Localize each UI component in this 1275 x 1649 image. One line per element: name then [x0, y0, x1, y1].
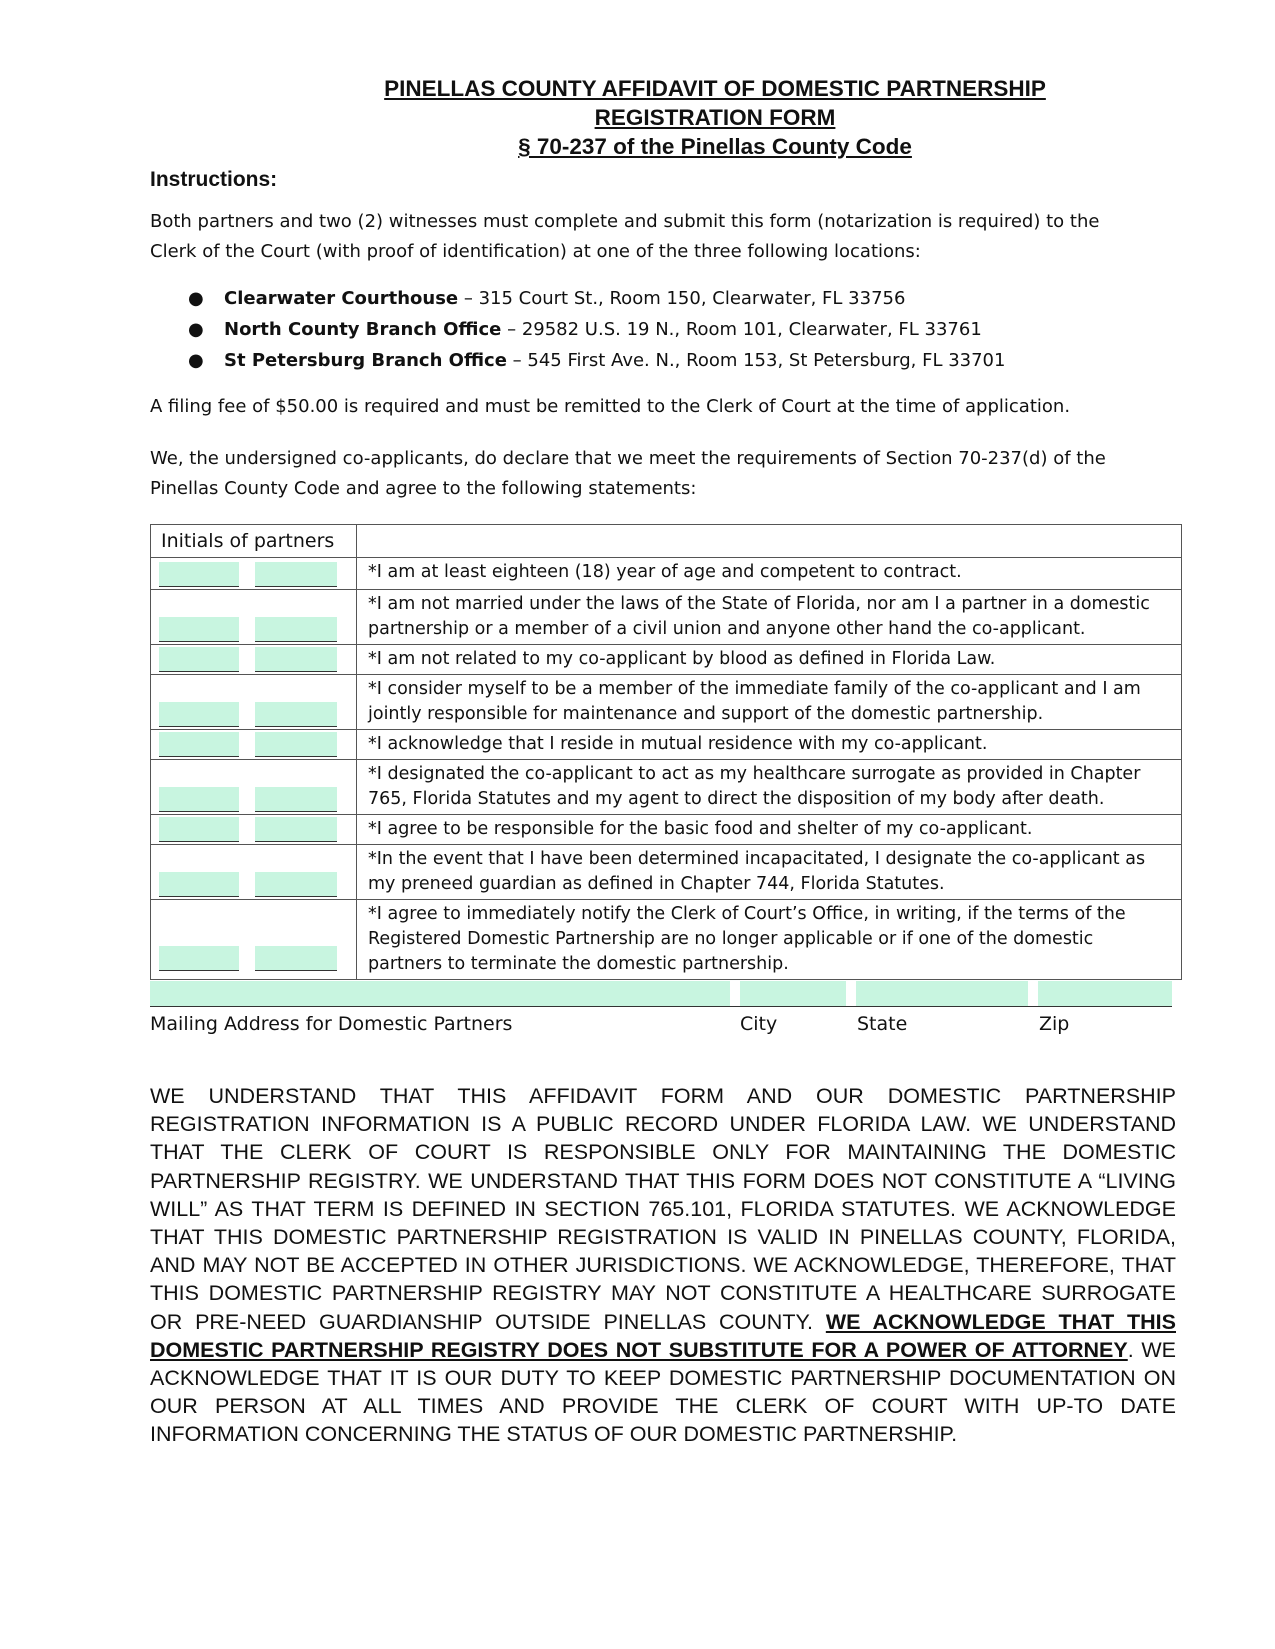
partner-2-initials-field[interactable]: [255, 702, 337, 727]
bullet-icon: ●: [188, 319, 204, 340]
location-name: Clearwater Courthouse: [224, 288, 459, 309]
title-line-3: § 70-237 of the Pinellas County Code: [518, 134, 912, 159]
intro-paragraph: Both partners and two (2) witnesses must complete and submit this form (notarization is required) to the Clerk of the Court (with proof of identification) at one of the three following locations:: [150, 211, 1100, 262]
state-input[interactable]: [856, 981, 1028, 1006]
legal-emphasis-text: WE ACKNOWLEDGE THAT THIS DOMESTIC PARTNERSHIP REGISTRY DOES NOT SUBSTITUTE FOR A POWER OF ATTORNEY: [150, 1309, 1176, 1362]
locations-list: [188, 283, 1180, 376]
title-line-1: PINELLAS COUNTY AFFIDAVIT OF DOMESTIC PARTNERSHIP: [384, 76, 1046, 101]
partner-1-initials-field[interactable]: [159, 872, 239, 897]
table-row: [151, 900, 1182, 980]
partner-2-initials-field[interactable]: [255, 787, 337, 812]
table-row: [151, 558, 1182, 590]
statement-text: *In the event that I have been determined incapacitated, I designate the co-applicant as my preneed guardian as defined in Chapter 744, Florida Statutes.: [357, 845, 1182, 900]
legal-text-part-2: . WE ACKNOWLEDGE THAT IT IS OUR DUTY TO KEEP DOMESTIC PARTNERSHIP DOCUMENTATION ON OUR PERSON AT ALL TIMES AND PROVIDE THE CLERK OF COURT WITH UP-TO DATE INFORMATION CONCERNING THE STATUS OF OUR DOMESTIC PARTNERSHIP.: [150, 1337, 1176, 1447]
location-name: North County Branch Office: [224, 319, 502, 340]
instructions-heading: Instructions:: [150, 168, 278, 191]
partner-2-initials-field[interactable]: [255, 647, 337, 672]
statement-text: *I consider myself to be a member of the immediate family of the co-applicant and I am jointly responsible for maintenance and support of the domestic partnership.: [357, 675, 1182, 730]
mailing-address-input[interactable]: [150, 981, 730, 1006]
partner-1-initials-field[interactable]: [159, 562, 239, 587]
location-item: [188, 314, 1180, 345]
location-name: St Petersburg Branch Office: [224, 350, 507, 371]
table-row: [151, 645, 1182, 675]
location-address: – 545 First Ave. N., Room 153, St Petersburg, FL 33701: [506, 350, 1006, 371]
partner-1-initials-field[interactable]: [159, 946, 239, 971]
statement-text: *I am not related to my co-applicant by blood as defined in Florida Law.: [357, 645, 1182, 675]
zip-input[interactable]: [1038, 981, 1172, 1006]
partner-1-initials-field[interactable]: [159, 817, 239, 842]
initials-header: Initials of partners: [151, 525, 357, 558]
bullet-icon: ●: [188, 350, 204, 371]
mailing-address-label: Mailing Address for Domestic Partners: [150, 1013, 513, 1035]
location-item: [188, 345, 1180, 376]
form-title: [150, 74, 1180, 161]
city-label: City: [740, 1013, 778, 1035]
partner-1-initials-field[interactable]: [159, 732, 239, 757]
statement-text: *I acknowledge that I reside in mutual residence with my co-applicant.: [357, 730, 1182, 760]
statement-text: *I am at least eighteen (18) year of age and competent to contract.: [357, 558, 1182, 590]
statement-header-empty: [357, 525, 1182, 558]
partner-1-initials-field[interactable]: [159, 647, 239, 672]
zip-label: Zip: [1039, 1013, 1070, 1035]
legal-text-part-1: WE UNDERSTAND THAT THIS AFFIDAVIT FORM AND OUR DOMESTIC PARTNERSHIP REGISTRATION INFORMATION IS A PUBLIC RECORD UNDER FLORIDA LAW. WE UNDERSTAND THAT THE CLERK OF COURT IS RESPONSIBLE ONLY FOR MAINTAINING THE DOMESTIC PARTNERSHIP REGISTRY. WE UNDERSTAND THAT THIS FORM DOES NOT CONSTITUTE A “LIVING WILL” AS THAT TERM IS DEFINED IN SECTION 765.101, FLORIDA STATUTES. WE ACKNOWLEDGE THAT THIS DOMESTIC PARTNERSHIP REGISTRATION IS VALID IN PINELLAS COUNTY, FLORIDA, AND MAY NOT BE ACCEPTED IN OTHER JURISDICTIONS. WE ACKNOWLEDGE, THEREFORE, THAT THIS DOMESTIC PARTNERSHIP REGISTRY MAY NOT CONSTITUTE A HEALTHCARE SURROGATE OR PRE-NEED GUARDIANSHIP OUTSIDE PINELLAS COUNTY.: [150, 1084, 1176, 1334]
state-label: State: [857, 1013, 908, 1035]
partner-1-initials-field[interactable]: [159, 702, 239, 727]
table-row: [151, 815, 1182, 845]
partner-1-initials-field[interactable]: [159, 617, 239, 642]
table-row: [151, 730, 1182, 760]
partner-2-initials-field[interactable]: [255, 946, 337, 971]
statement-text: *I agree to immediately notify the Clerk of Court’s Office, in writing, if the terms of the Registered Domestic Partnership are no longer applicable or if one of the domestic partners to terminate the domestic partnership.: [357, 900, 1182, 980]
table-row: [151, 675, 1182, 730]
location-address: – 315 Court St., Room 150, Clearwater, FL 33756: [458, 288, 906, 309]
partner-2-initials-field[interactable]: [255, 562, 337, 587]
table-row: [151, 760, 1182, 815]
fee-paragraph: A filing fee of $50.00 is required and must be remitted to the Clerk of Court at the time of application.: [150, 396, 1071, 417]
table-header-row: [151, 525, 1182, 558]
declaration-paragraph: We, the undersigned co-applicants, do declare that we meet the requirements of Section 70-237(d) of the Pinellas County Code and agree to the following statements:: [150, 448, 1106, 499]
mailing-address-fields: [150, 981, 1180, 1007]
title-line-2: REGISTRATION FORM: [594, 105, 836, 130]
statement-text: *I designated the co-applicant to act as my healthcare surrogate as provided in Chapter 765, Florida Statutes and my agent to direct the disposition of my body after death.: [357, 760, 1182, 815]
location-item: [188, 283, 1180, 314]
statements-table: [150, 524, 1182, 980]
partner-1-initials-field[interactable]: [159, 787, 239, 812]
legal-acknowledgement: [150, 1082, 1176, 1449]
table-row: [151, 590, 1182, 645]
statement-text: *I agree to be responsible for the basic food and shelter of my co-applicant.: [357, 815, 1182, 845]
location-address: – 29582 U.S. 19 N., Room 101, Clearwater, FL 33761: [501, 319, 982, 340]
statement-text: *I am not married under the laws of the State of Florida, nor am I a partner in a domestic partnership or a member of a civil union and anyone other hand the co-applicant.: [357, 590, 1182, 645]
address-underline: [150, 1006, 1172, 1007]
city-input[interactable]: [740, 981, 846, 1006]
partner-2-initials-field[interactable]: [255, 817, 337, 842]
form-page: [150, 74, 1180, 980]
table-row: [151, 845, 1182, 900]
partner-2-initials-field[interactable]: [255, 617, 337, 642]
partner-2-initials-field[interactable]: [255, 732, 337, 757]
bullet-icon: ●: [188, 288, 204, 309]
partner-2-initials-field[interactable]: [255, 872, 337, 897]
